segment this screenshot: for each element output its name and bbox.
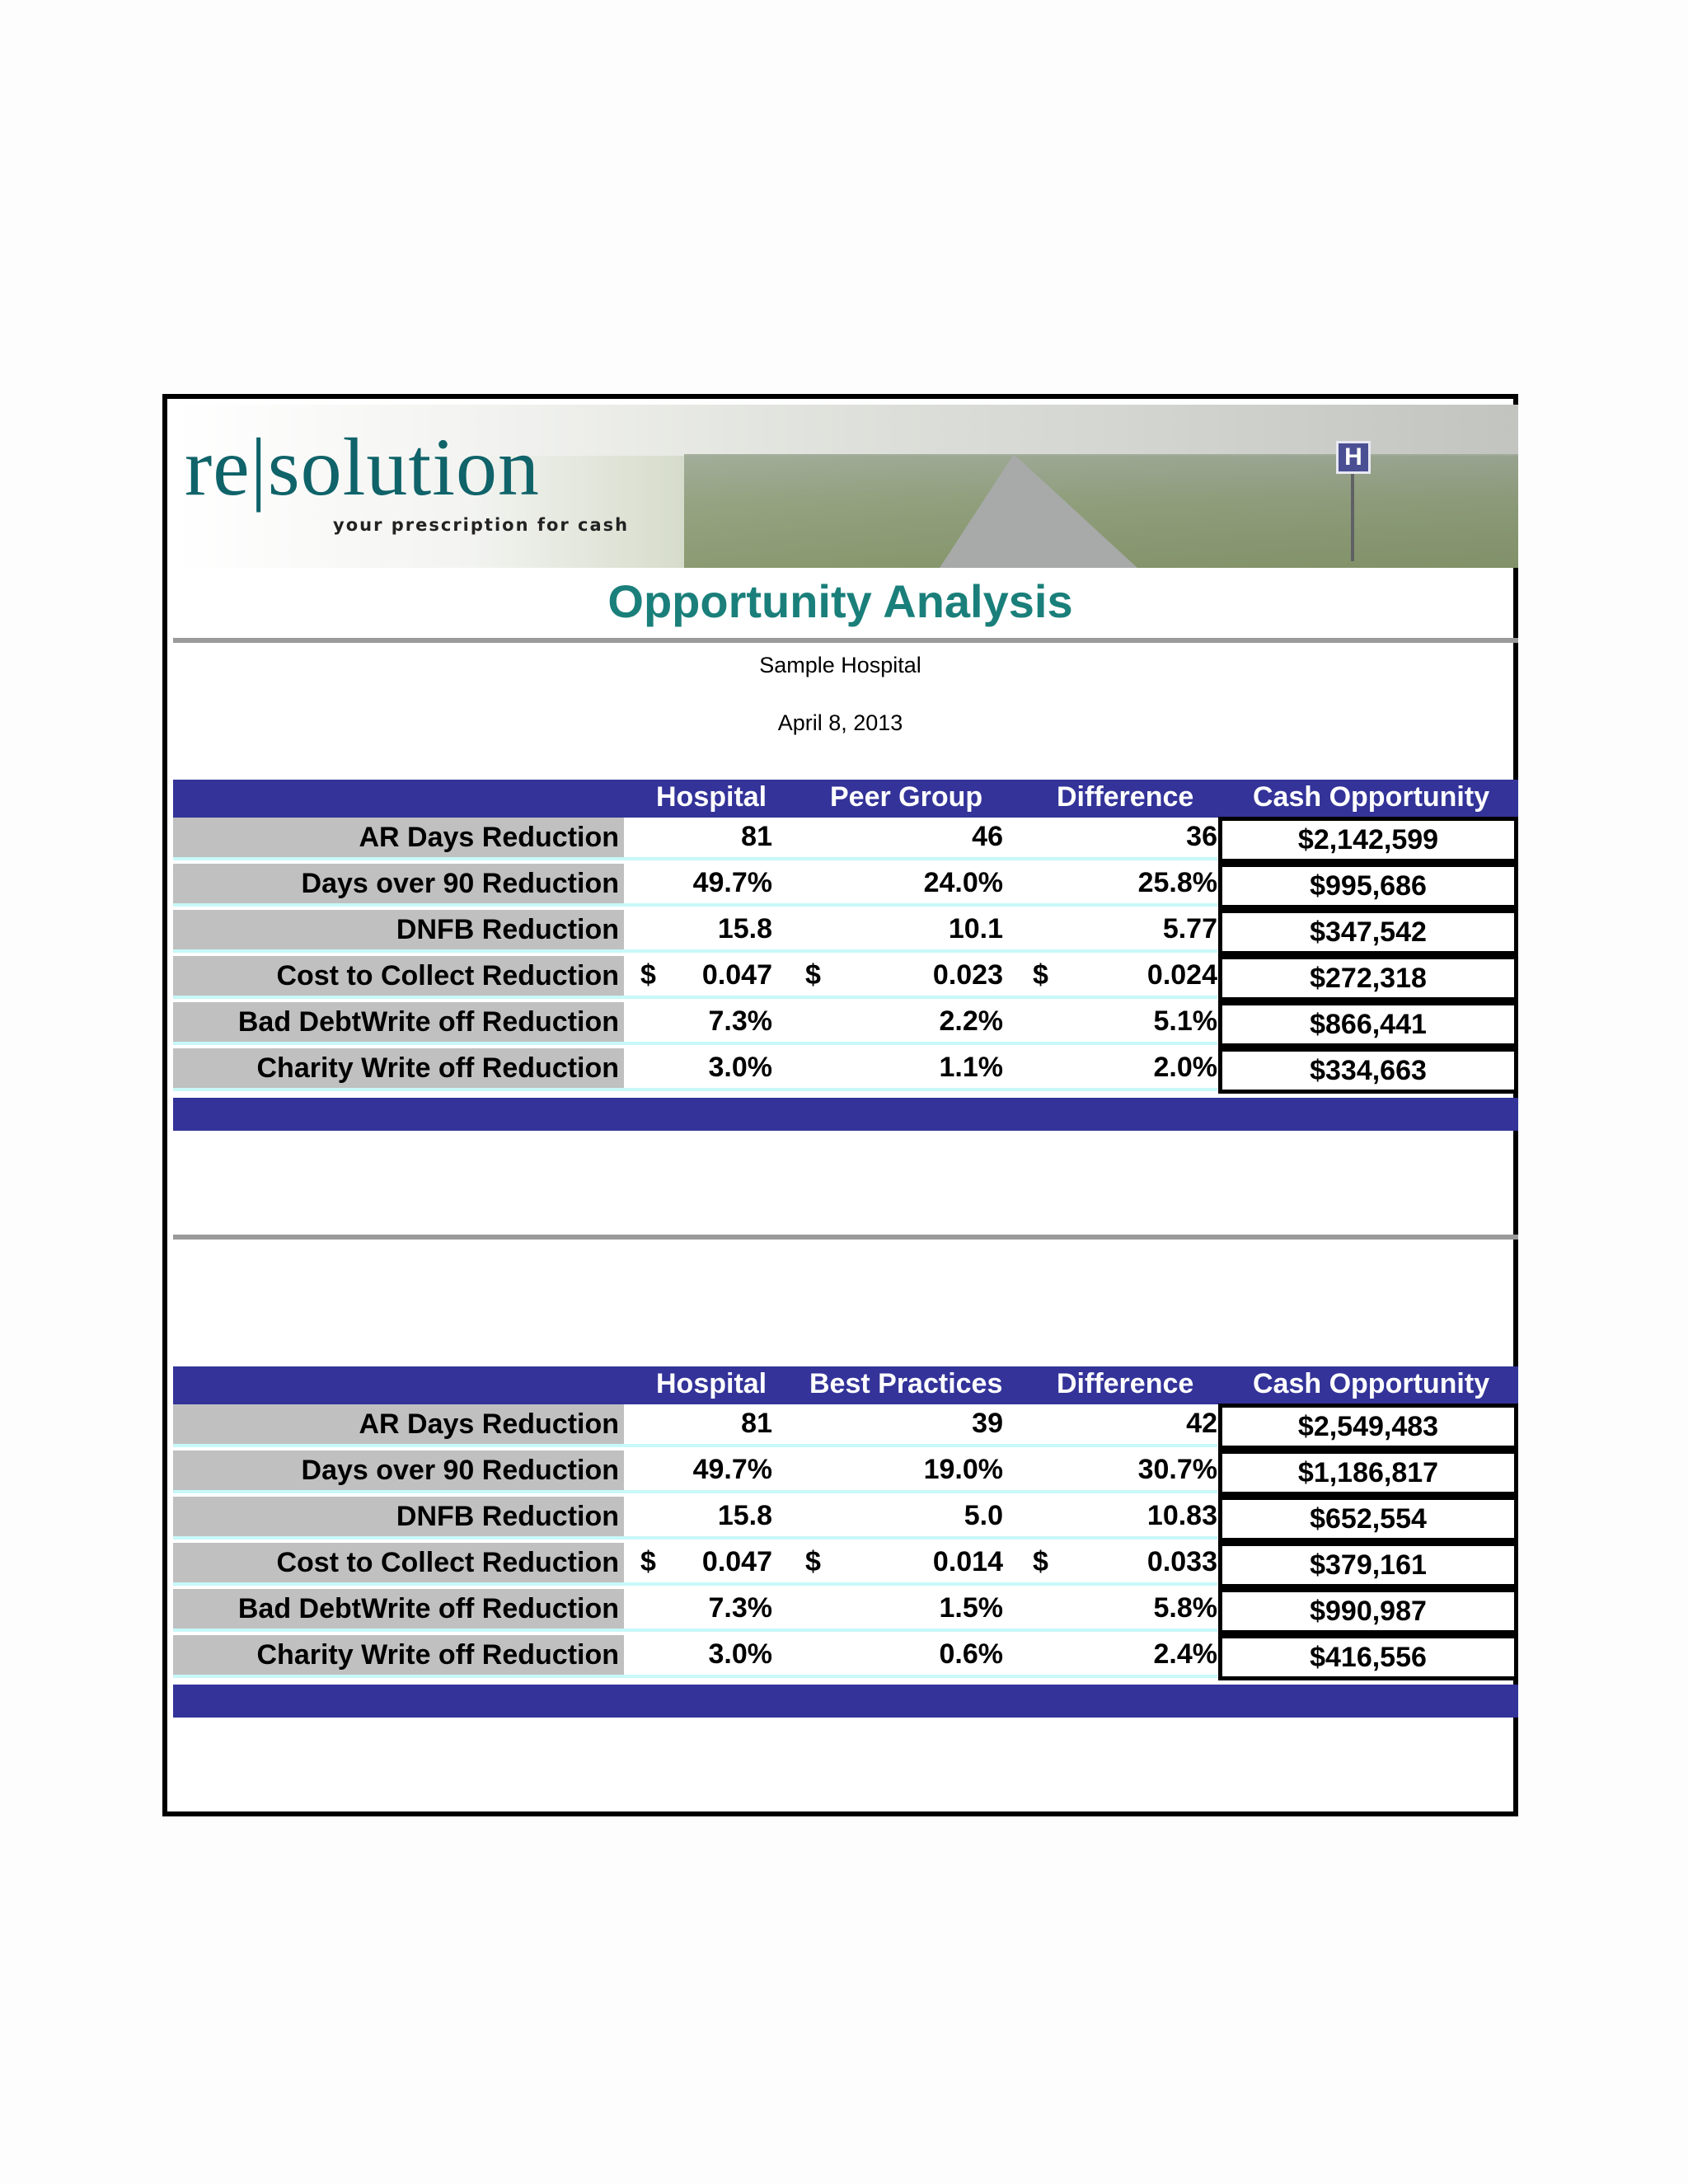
hospital-value: 49.7% xyxy=(692,1454,772,1485)
row-values xyxy=(624,864,1217,907)
currency-symbol: $ xyxy=(1033,959,1048,991)
benchmark-value: 0.023 xyxy=(932,959,1003,991)
row-values xyxy=(624,910,1217,953)
logo-wordmark: re|solution xyxy=(185,421,540,513)
table-row xyxy=(173,1404,1518,1447)
currency-symbol: $ xyxy=(1033,1546,1048,1577)
row-values xyxy=(624,1002,1217,1045)
row-values xyxy=(624,818,1217,860)
row-label: DNFB Reduction xyxy=(173,910,624,953)
hospital-value: 7.3% xyxy=(708,1592,772,1624)
hospital-value: 7.3% xyxy=(708,1005,772,1037)
table-row xyxy=(173,818,1518,860)
row-label: Cost to Collect Reduction xyxy=(173,1543,624,1586)
difference-value: 36 xyxy=(1186,821,1217,852)
company-logo xyxy=(185,421,646,535)
benchmark-value: 1.5% xyxy=(939,1592,1003,1624)
hospital-value: 15.8 xyxy=(717,1500,772,1531)
table-row xyxy=(173,956,1518,999)
cash-opportunity-value: $347,542 xyxy=(1218,909,1518,955)
benchmark-value: 2.2% xyxy=(939,1005,1003,1037)
row-values xyxy=(624,1543,1217,1586)
hospital-value: 0.047 xyxy=(701,1546,772,1577)
benchmark-value: 24.0% xyxy=(923,867,1003,898)
header-banner xyxy=(173,405,1518,568)
logo-tagline: your prescription for cash xyxy=(333,515,630,535)
currency-symbol: $ xyxy=(805,1546,821,1577)
benchmark-value: 46 xyxy=(972,821,1003,852)
difference-value: 0.024 xyxy=(1146,959,1217,991)
difference-value: 5.8% xyxy=(1153,1592,1217,1624)
col-benchmark: Best Practices xyxy=(809,1368,1003,1399)
hospital-name: Sample Hospital xyxy=(759,653,921,677)
table-row xyxy=(173,1497,1518,1540)
sign-pole xyxy=(1351,471,1354,561)
difference-value: 10.83 xyxy=(1146,1500,1217,1531)
row-values xyxy=(624,1048,1217,1091)
row-values xyxy=(624,1497,1217,1540)
row-label: AR Days Reduction xyxy=(173,1404,624,1447)
cash-opportunity-value: $652,554 xyxy=(1218,1496,1518,1542)
row-values xyxy=(624,956,1217,999)
hospital-value: 3.0% xyxy=(708,1638,772,1670)
table-footer-bar xyxy=(173,1098,1518,1131)
hospital-value: 81 xyxy=(741,1408,772,1439)
report-date: April 8, 2013 xyxy=(777,710,903,735)
cash-opportunity-value: $866,441 xyxy=(1218,1001,1518,1047)
benchmark-value: 1.1% xyxy=(939,1052,1003,1083)
table-footer-bar xyxy=(173,1685,1518,1718)
currency-symbol: $ xyxy=(640,1546,656,1577)
cash-opportunity-value: $2,549,483 xyxy=(1218,1404,1518,1450)
difference-value: 25.8% xyxy=(1137,867,1217,898)
table-row xyxy=(173,1002,1518,1045)
col-benchmark: Peer Group xyxy=(830,781,983,813)
table-row xyxy=(173,864,1518,907)
row-label: Bad DebtWrite off Reduction xyxy=(173,1002,624,1045)
row-label: Cost to Collect Reduction xyxy=(173,956,624,999)
hospital-value: 0.047 xyxy=(701,959,772,991)
hospital-sign-icon: H xyxy=(1336,441,1371,474)
benchmark-value: 39 xyxy=(972,1408,1003,1439)
col-difference: Difference xyxy=(1057,781,1194,813)
table-row xyxy=(173,1589,1518,1632)
table-row xyxy=(173,910,1518,953)
col-cash-opportunity: Cash Opportunity xyxy=(1253,1368,1490,1399)
benchmark-value: 0.6% xyxy=(939,1638,1003,1670)
difference-value: 2.0% xyxy=(1153,1052,1217,1083)
cash-opportunity-value: $990,987 xyxy=(1218,1588,1518,1634)
currency-symbol: $ xyxy=(805,959,821,991)
benchmark-value: 5.0 xyxy=(964,1500,1003,1531)
benchmark-value: 10.1 xyxy=(948,913,1003,944)
hospital-value: 15.8 xyxy=(717,913,772,944)
row-label: Days over 90 Reduction xyxy=(173,1451,624,1493)
section-divider xyxy=(173,1235,1518,1240)
col-hospital: Hospital xyxy=(656,1368,767,1399)
hospital-value: 81 xyxy=(741,821,772,852)
difference-value: 30.7% xyxy=(1137,1454,1217,1485)
difference-value: 2.4% xyxy=(1153,1638,1217,1670)
row-label: AR Days Reduction xyxy=(173,818,624,860)
cash-opportunity-value: $2,142,599 xyxy=(1218,817,1518,863)
row-label: Charity Write off Reduction xyxy=(173,1048,624,1091)
row-label: DNFB Reduction xyxy=(173,1497,624,1540)
row-values xyxy=(624,1404,1217,1447)
difference-value: 0.033 xyxy=(1146,1546,1217,1577)
cash-opportunity-value: $995,686 xyxy=(1218,863,1518,909)
cash-opportunity-value: $416,556 xyxy=(1218,1634,1518,1680)
hospital-value: 49.7% xyxy=(692,867,772,898)
report-sheet xyxy=(162,394,1518,1816)
row-values xyxy=(624,1589,1217,1632)
difference-value: 42 xyxy=(1186,1408,1217,1439)
cash-opportunity-value: $272,318 xyxy=(1218,955,1518,1001)
row-label: Charity Write off Reduction xyxy=(173,1635,624,1678)
table-row xyxy=(173,1451,1518,1493)
table-row xyxy=(173,1048,1518,1091)
table-row xyxy=(173,1543,1518,1586)
banner-road xyxy=(940,454,1137,568)
row-values xyxy=(624,1451,1217,1493)
table-header xyxy=(173,780,1518,818)
difference-value: 5.1% xyxy=(1153,1005,1217,1037)
currency-symbol: $ xyxy=(640,959,656,991)
cash-opportunity-value: $1,186,817 xyxy=(1218,1450,1518,1496)
page-title: Opportunity Analysis xyxy=(607,575,1073,627)
benchmark-value: 0.014 xyxy=(932,1546,1003,1577)
cash-opportunity-value: $334,663 xyxy=(1218,1047,1518,1094)
cash-opportunity-value: $379,161 xyxy=(1218,1542,1518,1588)
row-label: Bad DebtWrite off Reduction xyxy=(173,1589,624,1632)
col-hospital: Hospital xyxy=(656,781,767,813)
col-difference: Difference xyxy=(1057,1368,1194,1399)
table-row xyxy=(173,1635,1518,1678)
row-values xyxy=(624,1635,1217,1678)
table-header xyxy=(173,1366,1518,1404)
title-divider xyxy=(173,638,1518,643)
benchmark-value: 19.0% xyxy=(923,1454,1003,1485)
row-label: Days over 90 Reduction xyxy=(173,864,624,907)
difference-value: 5.77 xyxy=(1162,913,1217,944)
col-cash-opportunity: Cash Opportunity xyxy=(1253,781,1490,813)
hospital-value: 3.0% xyxy=(708,1052,772,1083)
